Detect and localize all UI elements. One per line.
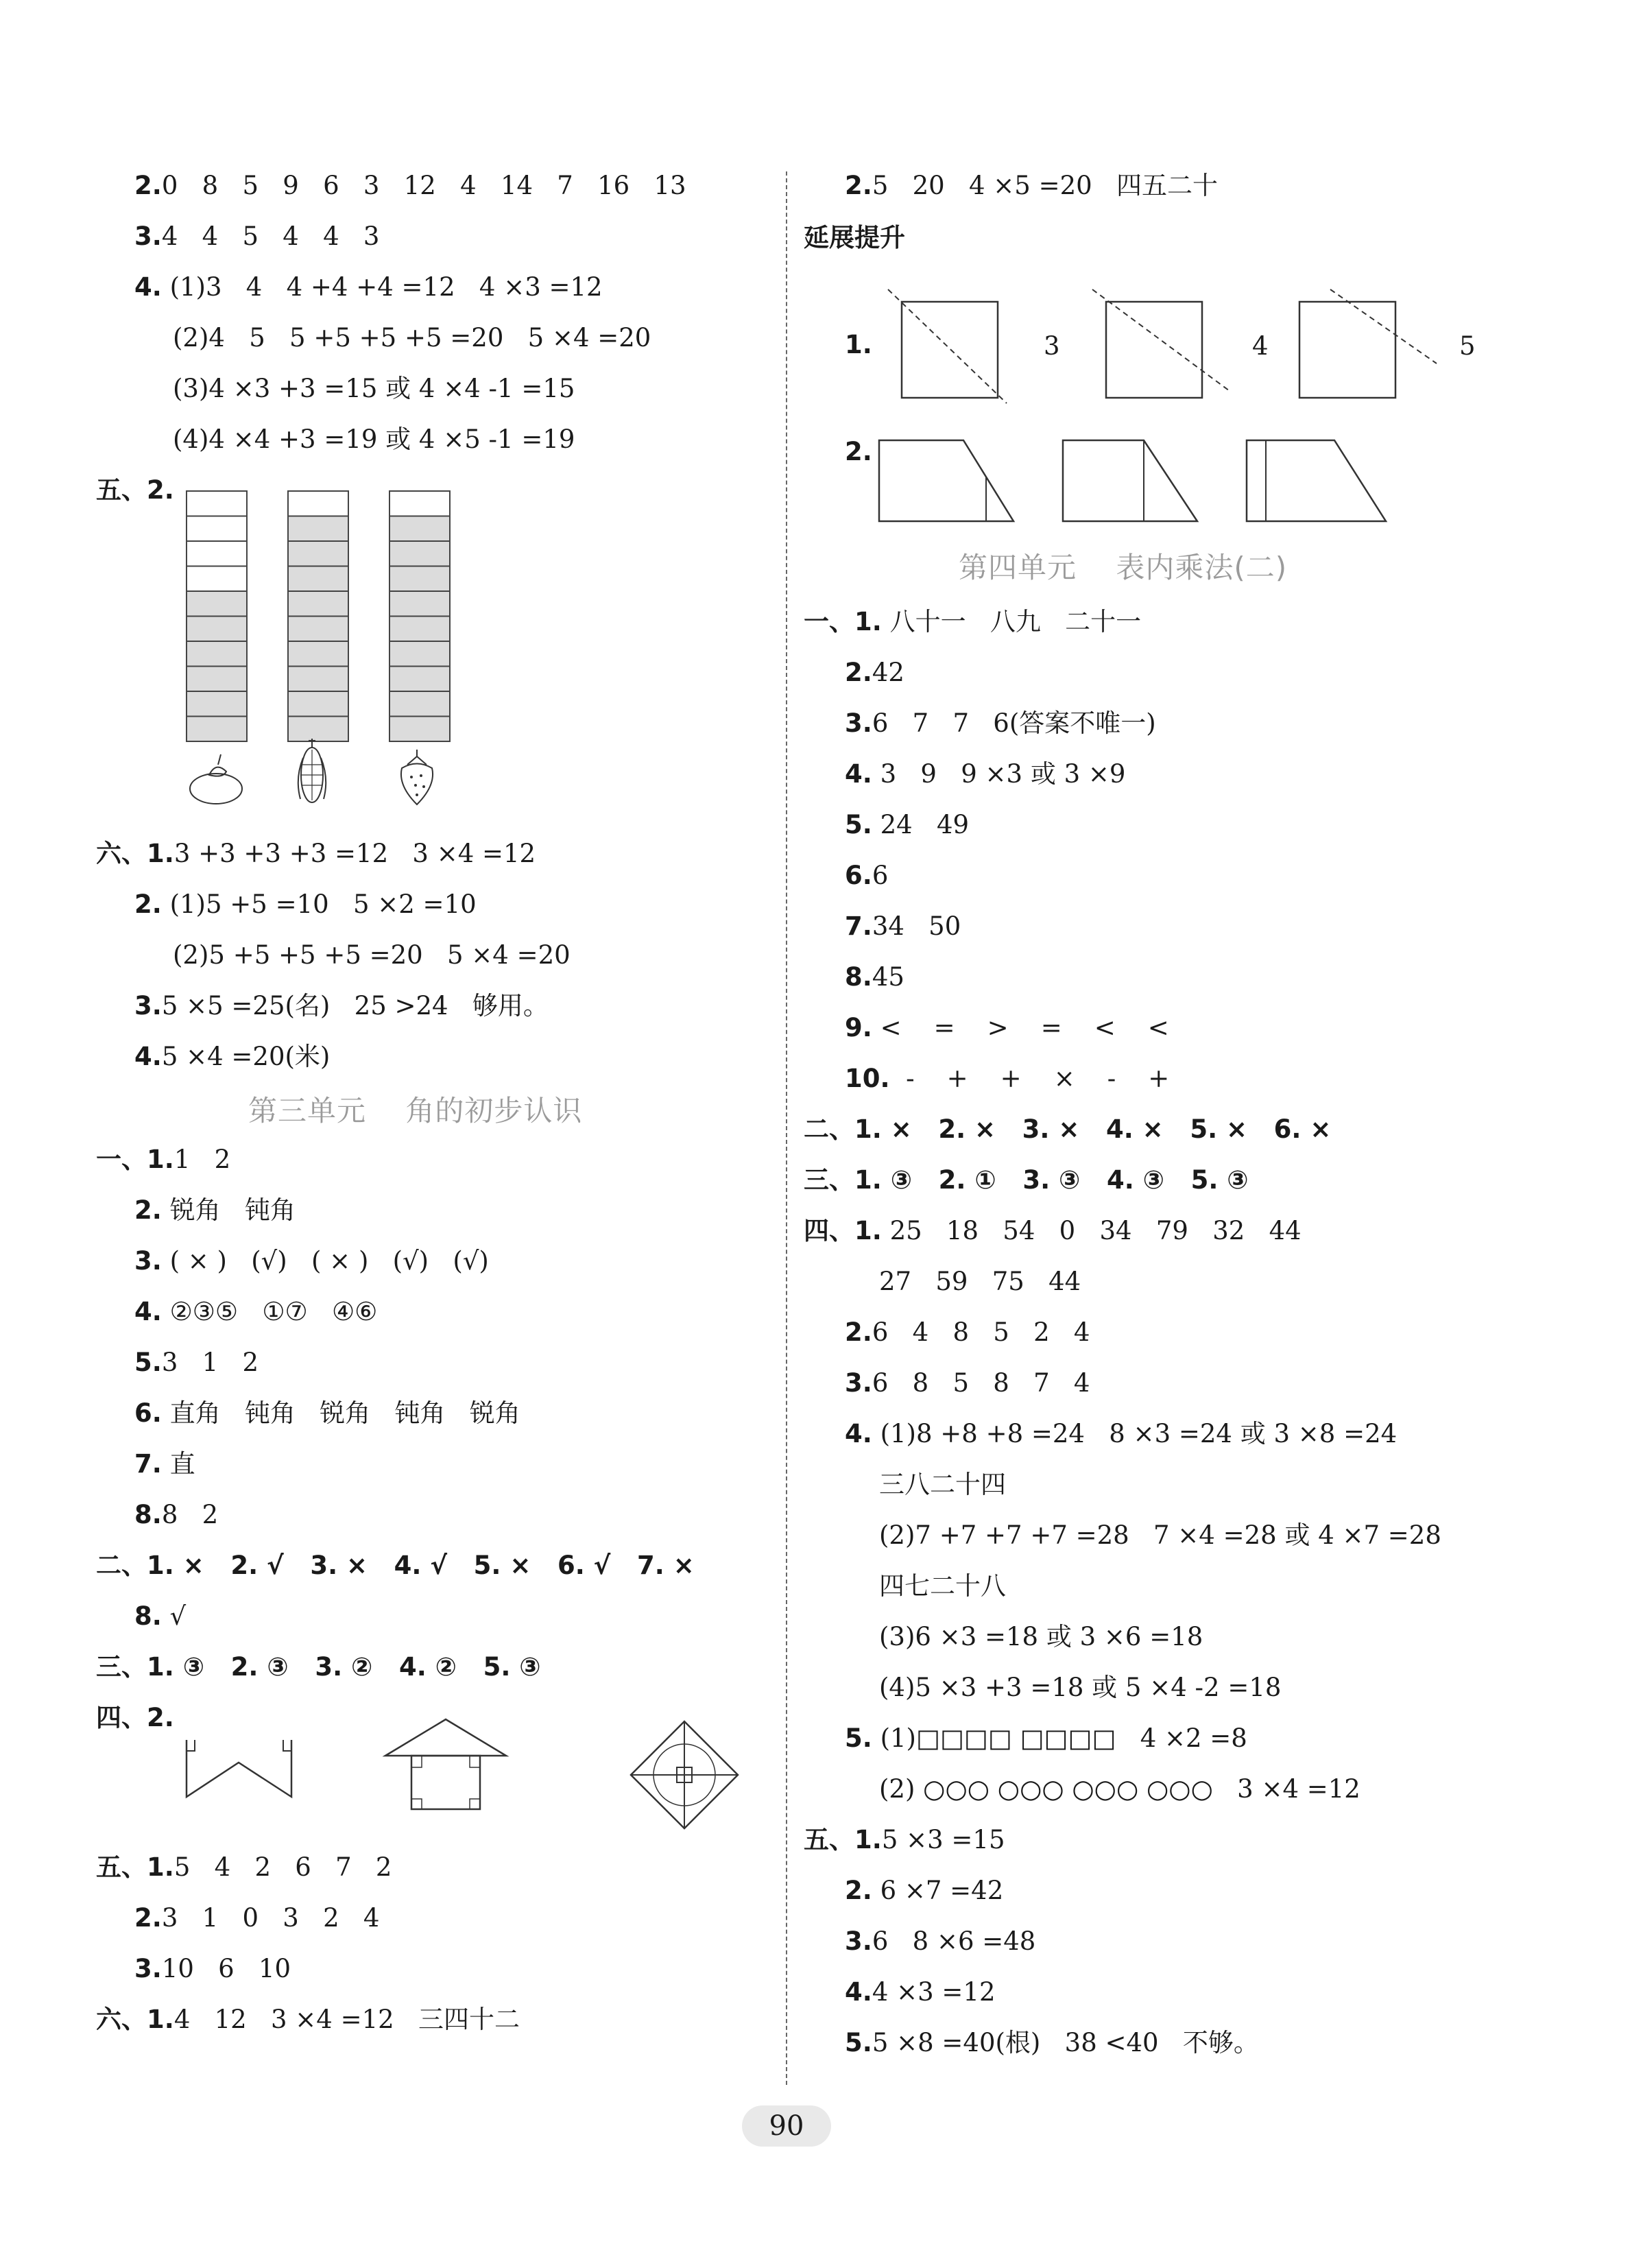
r-u4-5-1 [804,1823,1005,1857]
r-u4-1-8 [845,960,904,994]
l-u3-1-1 [96,1143,230,1177]
answer: 25 18 54 0 34 79 32 44 [881,1216,1302,1245]
label: 4. [134,1042,162,1071]
answer: × 2. × 3. × 4. × 5. × 6. × [881,1114,1332,1144]
label: 五、1. [804,1825,882,1854]
trapezoid-figure-1 [878,439,1015,525]
r-u4-1-6 [845,859,888,893]
answer: (4)5 ×3 +3 =18 或 5 ×4 -2 =18 [879,1673,1282,1702]
r-u4-4-4f [879,1671,1281,1705]
l-u3-1-2 [134,1193,296,1228]
bar-cell [187,591,247,617]
label: 1. [845,330,872,359]
answer: 1 2 [173,1145,231,1174]
r-u4-4-4d [879,1569,1006,1603]
answer: 三八二十四 [879,1470,1006,1499]
house-figure [384,1718,507,1814]
bar-cell [187,541,247,566]
label: 3. [845,708,872,738]
label: 5. [134,1348,162,1377]
answer: 4 ×3 =12 [872,1977,996,2007]
label: 六、1. [96,839,174,868]
folded-flag-figure [185,1739,295,1800]
l-sec6-q1 [96,837,536,871]
l-q2 [134,169,686,203]
label: 2. [134,1195,162,1225]
unit3-title: 第三单元 角的初步认识 [248,1094,583,1127]
answer: (2)4 5 5 +5 +5 +5 =20 5 ×4 =20 [173,323,651,353]
r-u4-1-4 [845,757,1125,791]
answer: 6 7 7 6(答案不唯一) [872,708,1156,738]
answer: 6 ×7 =42 [872,1876,1004,1905]
trapezoid-figure-2 [1062,439,1199,525]
r-q2 [845,169,1218,203]
answer: 24 49 [872,810,970,839]
r-extension-heading [804,221,905,255]
r-u4-1-2 [845,656,904,690]
bar-cell [187,717,247,742]
bar-cell [389,491,450,516]
label: 五、1. [96,1852,174,1882]
label: 六、1. [96,2005,174,2034]
label: 8. [845,962,872,992]
l-u3-5-3 [134,1952,291,1986]
answer: (3)4 ×3 +3 =15 或 4 ×4 -1 =15 [173,374,575,403]
r-u4-1-7 [845,909,961,944]
label: 6. [845,861,872,890]
l-u3-6-1 [96,2003,520,2037]
answer: 4 12 3 ×4 =12 三四十二 [173,2005,520,2034]
l-u3-2-8 [134,1599,186,1634]
r-u4-4-4b [879,1468,1006,1502]
answer: (2) ○○○ ○○○ ○○○ ○○○ 3 ×4 =12 [879,1774,1360,1804]
label: 2. [134,890,162,919]
page-number: 90 [742,2105,831,2147]
bar-cell [288,591,348,617]
r-u4-3 [804,1163,1249,1197]
l-q4-3 [173,372,575,406]
label: 4. [845,1977,872,2007]
eggplant-icon [185,741,247,809]
label: 5. [845,1723,872,1753]
corn-icon [288,737,336,813]
fig-count-2: 4 [1252,331,1269,361]
answer: 6 4 8 5 2 4 [872,1317,1090,1347]
label: 2. [845,437,872,466]
bar-cell [288,641,348,667]
answer: (1)□□□□ □□□□ 4 ×2 =8 [872,1723,1247,1753]
bar-cell [389,717,450,742]
label: 二、1. [804,1114,882,1144]
label: 4. [134,1297,162,1326]
answer: 27 59 75 44 [879,1267,1081,1296]
answer: < = > = < < [872,1013,1169,1042]
answer: ( × ) (√) ( × ) (√) (√) [161,1246,489,1276]
label: 7. [134,1449,162,1479]
label: 2. [845,1317,872,1347]
answer: 42 [872,658,904,687]
r-u4-4-5 [845,1721,1247,1756]
r-ext-q1 [845,328,872,362]
bar-cell [187,516,247,542]
label: 6. [134,1398,162,1428]
label: 三、1. [804,1165,882,1195]
answer: (1)3 4 4 +4 +4 =12 4 ×3 =12 [161,272,603,302]
bar-cell [288,667,348,692]
label: 4. [134,272,162,302]
label: 4. [845,759,872,789]
fig-count-3: 5 [1459,331,1476,361]
answer: (4)4 ×4 +3 =19 或 4 ×5 -1 =19 [173,425,575,454]
bar-cell [389,566,450,592]
label: 9. [845,1013,872,1042]
r-u4-4-5b [879,1772,1360,1806]
l-sec6-q4 [134,1040,330,1074]
bar-cell [389,591,450,617]
unit4-title: 第四单元 表内乘法(二) [959,551,1288,584]
r-u4-4-1 [804,1214,1302,1248]
label: 3. [134,1954,162,1983]
r-u4-4-1b [879,1265,1081,1299]
answer: 直角 钝角 锐角 钝角 锐角 [161,1398,520,1428]
label: 5. [845,810,872,839]
l-sec6-q2 [134,887,477,922]
label: 4. [845,1419,872,1448]
l-q4-4 [173,422,575,457]
label: 8. [134,1601,162,1631]
bar-cell [187,691,247,717]
label: 2. [134,171,162,200]
l-u3-1-7 [134,1447,195,1481]
answer: 10 6 10 [161,1954,291,1983]
r-u4-5-5 [845,2026,1259,2060]
answer: 34 50 [872,911,961,941]
bar-cell [389,641,450,667]
l-u3-4 [96,1701,174,1735]
square-cut-figure-3 [1296,288,1440,405]
answer: 3 9 9 ×3 或 3 ×9 [872,759,1126,789]
r-u4-1-10 [845,1062,1169,1096]
bar-cell [389,691,450,717]
bar-corn [288,491,348,741]
column-divider [786,171,787,2085]
l-u3-1-5 [134,1346,259,1380]
label: 2. [845,1876,872,1905]
label: 2. [134,1903,162,1933]
r-u4-4-3 [845,1366,1090,1400]
r-u4-4-4c [879,1518,1441,1553]
answer: (1)5 +5 =10 5 ×2 =10 [161,890,477,919]
answer: √ [161,1601,187,1631]
answer: (3)6 ×3 =18 或 3 ×6 =18 [879,1622,1203,1651]
answer: 45 [872,962,904,992]
answer: (2)7 +7 +7 +7 =28 7 ×4 =28 或 4 ×7 =28 [879,1520,1441,1550]
label: 三、1. [96,1652,174,1682]
bar-cell [288,491,348,516]
answer: × 2. √ 3. × 4. √ 5. × 6. √ 7. × [173,1551,695,1580]
bar-cell [187,491,247,516]
r-u4-1-3 [845,706,1156,741]
answer: 6 8 5 8 7 4 [872,1368,1090,1398]
bar-cell [389,541,450,566]
label: 四、2. [96,1703,174,1732]
answer: (1)8 +8 +8 =24 8 ×3 =24 或 3 ×8 =24 [872,1419,1398,1448]
label: 四、1. [804,1216,882,1245]
answer: (2)5 +5 +5 +5 =20 5 ×4 =20 [173,940,571,970]
diamond-figure [629,1720,739,1830]
label: 五、2. [96,475,174,505]
label: 2. [845,171,872,200]
bar-cell [187,617,247,642]
l-u3-1-8 [134,1498,218,1532]
label: 3. [845,1926,872,1956]
bar-cell [288,617,348,642]
answer: 直 [161,1449,195,1479]
bar-cell [288,516,348,542]
r-u4-5-3 [845,1924,1035,1959]
l-u3-3 [96,1650,541,1684]
answer: 5 ×8 =40(根) 38 <40 不够。 [872,2028,1259,2057]
r-u4-1-1 [804,605,1141,639]
answer: 5 ×4 =20(米) [161,1042,331,1071]
bar-strawberry [389,491,450,741]
r-u4-4-4e [879,1620,1203,1654]
strawberry-icon [396,744,437,806]
bar-eggplant [187,491,247,741]
answer: 四七二十八 [879,1571,1006,1601]
r-u4-4-2 [845,1315,1090,1350]
fig-count-1: 3 [1044,331,1060,361]
r-ext-q2 [845,435,872,469]
l-sec6-q3 [134,989,549,1023]
answer: 5 4 2 6 7 2 [173,1852,392,1882]
square-cut-figure-2 [1089,288,1240,405]
label: 一、1. [96,1145,174,1174]
r-u4-5-2 [845,1874,1003,1908]
l-q4-2 [173,321,651,355]
answer: 8 2 [161,1500,219,1529]
label: 3. [134,1246,162,1276]
bar-cell [288,541,348,566]
label: 2. [845,658,872,687]
answer: ③ 2. ① 3. ③ 4. ③ 5. ③ [881,1165,1249,1195]
answer: 八十一 八九 二十一 [881,607,1142,636]
l-q3 [134,219,379,254]
label: 5. [845,2028,872,2057]
l-q4 [134,270,603,305]
bar-cell [389,617,450,642]
label: 一、1. [804,607,882,636]
l-u3-2 [96,1549,695,1583]
square-cut-figure-1 [885,288,1008,405]
label: 3. [134,991,162,1020]
l-sec6-q2-2 [173,938,571,972]
bar-cell [187,566,247,592]
label: 3. [845,1368,872,1398]
label: 延展提升 [804,223,905,252]
r-u4-1-9 [845,1011,1169,1045]
bar-cell [288,691,348,717]
label: 7. [845,911,872,941]
label: 二、1. [96,1551,174,1580]
answer: 3 1 0 3 2 4 [161,1903,380,1933]
answer: 5 ×5 =25(名) 25 >24 够用。 [161,991,549,1020]
r-u4-2 [804,1112,1331,1147]
r-u4-5-4 [845,1975,996,2009]
answer: 0 8 5 9 6 3 12 4 14 7 16 13 [161,171,686,200]
l-sec5-q2 [96,473,174,508]
bar-cell [187,641,247,667]
label: 3. [134,222,162,251]
answer: 3 +3 +3 +3 =12 3 ×4 =12 [173,839,536,868]
bar-cell [187,667,247,692]
label: 8. [134,1500,162,1529]
answer: 5 20 4 ×5 =20 四五二十 [872,171,1218,200]
l-u3-1-6 [134,1396,520,1431]
answer: 锐角 钝角 [161,1195,296,1225]
r-u4-4-4 [845,1417,1397,1451]
bar-cell [389,516,450,542]
answer: 3 1 2 [161,1348,259,1377]
l-u3-1-4 [134,1295,377,1329]
bar-cell [288,566,348,592]
l-u3-5-1 [96,1850,392,1885]
label: 10. [845,1064,890,1093]
l-u3-5-2 [134,1901,379,1935]
answer: 6 8 ×6 =48 [872,1926,1036,1956]
answer: ②③⑤ ①⑦ ④⑥ [161,1297,378,1326]
r-u4-1-5 [845,808,969,842]
answer: 4 4 5 4 4 3 [161,222,380,251]
answer: - + + × - + [889,1064,1170,1093]
trapezoid-figure-3 [1245,439,1389,525]
l-u3-1-3 [134,1244,489,1278]
answer: 6 [872,861,889,890]
answer: 5 ×3 =15 [881,1825,1005,1854]
answer: ③ 2. ③ 3. ② 4. ② 5. ③ [173,1652,541,1682]
bar-cell [389,667,450,692]
